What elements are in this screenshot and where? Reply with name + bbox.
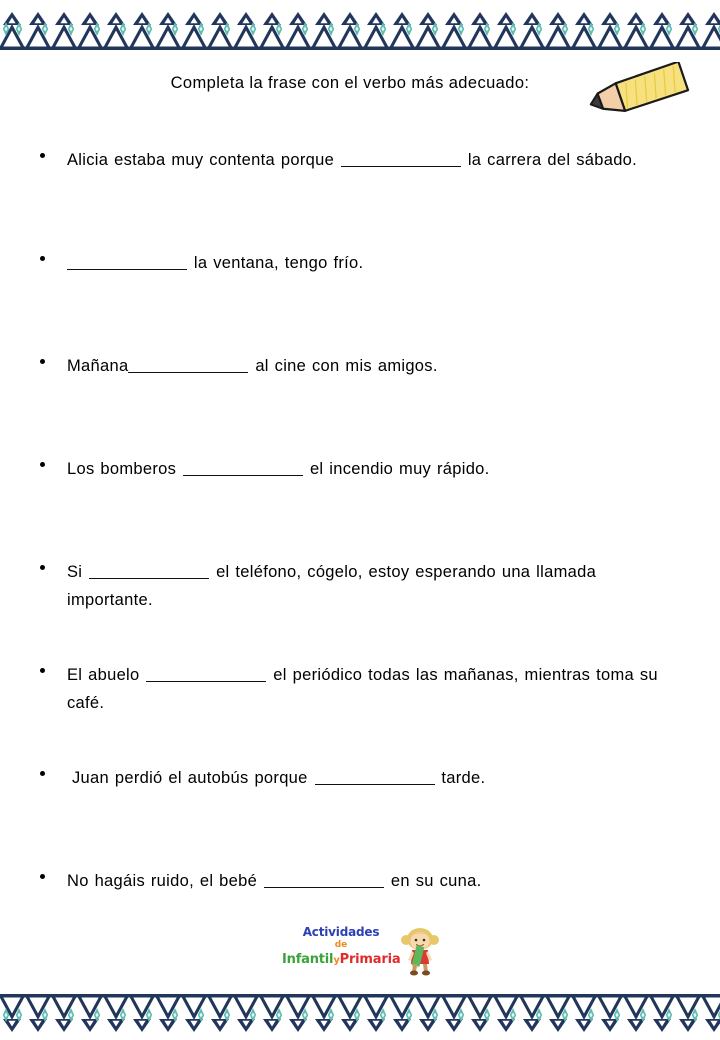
decorative-border-bottom xyxy=(0,992,720,1034)
question-text xyxy=(67,146,678,174)
bullet-icon xyxy=(40,256,45,261)
logo-word-infantil: Infantil xyxy=(282,952,334,967)
bullet-icon xyxy=(40,771,45,776)
question-text-after: el teléfono, cógelo, estoy esperando una llamada importante. xyxy=(67,563,597,609)
list-item xyxy=(0,455,720,558)
question-text-before: No hagáis ruido, el bebé xyxy=(67,872,258,890)
bullet-icon xyxy=(40,565,45,570)
tribal-triangle-border-icon xyxy=(0,10,720,52)
answer-blank[interactable] xyxy=(128,372,248,373)
list-item xyxy=(0,352,720,455)
question-text-after: en su cuna. xyxy=(390,872,482,890)
logo-word-y: y xyxy=(333,955,340,966)
answer-blank[interactable] xyxy=(264,887,384,888)
question-text xyxy=(67,352,678,380)
question-text-after: el periódico todas las mañanas, mientras toma su café. xyxy=(67,666,658,712)
answer-blank[interactable] xyxy=(89,578,209,579)
question-text-after: al cine con mis amigos. xyxy=(255,357,438,375)
answer-blank[interactable] xyxy=(67,269,187,270)
question-text-before: Mañana xyxy=(67,357,129,375)
child-with-pencil-icon xyxy=(398,926,442,976)
question-text-after: el incendio muy rápido. xyxy=(309,460,490,478)
decorative-border-top xyxy=(0,10,720,52)
question-text xyxy=(67,558,678,614)
bullet-icon xyxy=(40,462,45,467)
list-item xyxy=(0,249,720,352)
logo-word-primaria: Primaria xyxy=(339,952,401,967)
question-text-before: Alicia estaba muy contenta porque xyxy=(67,151,335,169)
question-text-before: El abuelo xyxy=(67,666,140,684)
list-item xyxy=(0,661,720,764)
tribal-triangle-border-icon xyxy=(0,992,720,1034)
site-logo xyxy=(282,926,442,978)
list-item xyxy=(0,146,720,249)
bullet-icon xyxy=(40,874,45,879)
pencil-icon xyxy=(588,62,692,120)
answer-blank[interactable] xyxy=(341,166,461,167)
question-text-before: Juan perdió el autobús porque xyxy=(72,769,308,787)
logo-line-de: de xyxy=(334,940,348,950)
list-item xyxy=(0,764,720,867)
logo-line-infantil-y-primaria xyxy=(282,953,400,966)
question-text xyxy=(67,867,678,895)
site-logo-wordmark xyxy=(282,926,400,966)
bullet-icon xyxy=(40,668,45,673)
answer-blank[interactable] xyxy=(183,475,303,476)
bullet-icon xyxy=(40,153,45,158)
page-title: Completa la frase con el verbo más adecuado: xyxy=(170,74,530,92)
question-list xyxy=(0,146,720,970)
question-text-after: la carrera del sábado. xyxy=(467,151,638,169)
list-item xyxy=(0,558,720,661)
question-text xyxy=(67,455,678,483)
question-text-after: la ventana, tengo frío. xyxy=(193,254,364,272)
answer-blank[interactable] xyxy=(146,681,266,682)
answer-blank[interactable] xyxy=(315,784,435,785)
logo-line-actividades: Actividades xyxy=(302,925,380,939)
question-text xyxy=(67,764,678,792)
question-text-before: Los bomberos xyxy=(67,460,177,478)
question-text xyxy=(67,661,678,717)
question-text-before: Si xyxy=(67,563,83,581)
question-text xyxy=(67,249,678,277)
bullet-icon xyxy=(40,359,45,364)
question-text-after: tarde. xyxy=(441,769,486,787)
